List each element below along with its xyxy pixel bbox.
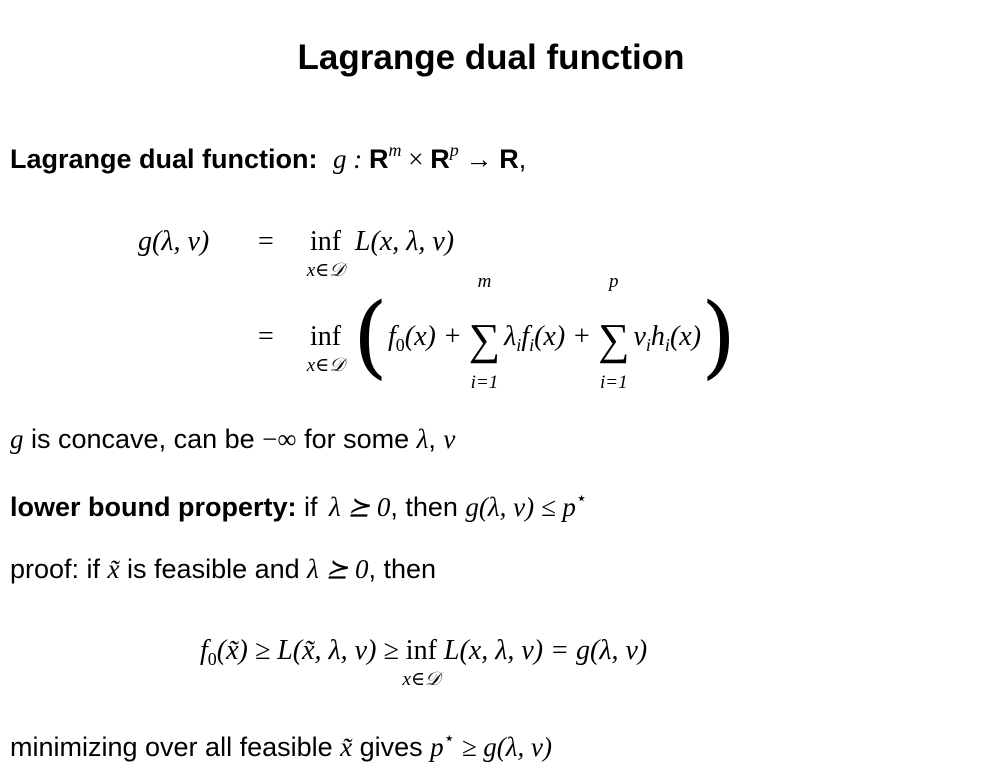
f0-subscript: 0 [395,335,405,355]
inf-text: inf [310,226,342,257]
lagrangian: L(x, λ, ν) [354,226,455,257]
h-subscript: i [664,335,670,355]
x-tilde: x̃ [107,554,120,584]
lambda-condition: λ ⪰ 0 [307,554,369,584]
sum-2-top: p [609,271,619,292]
neg-infinity: −∞ [262,424,297,454]
equation-rhs-2 [306,271,737,393]
lower-bound-label: lower bound property: [10,492,297,522]
lambda-i: λ [504,321,517,352]
concave-text-2: for some [296,424,417,454]
inf-operator [402,635,441,690]
conclusion-inequality: ≥ g(λ, ν) [454,732,552,762]
x-tilde: x̃ [340,732,353,762]
sum-1-top: m [477,271,492,292]
sigma-symbol: ∑ [598,315,630,364]
sum-1-bottom: i=1 [470,372,499,393]
lambda-condition: λ ⪰ 0 [329,492,391,522]
concave-text-1: is concave, can be [23,424,263,454]
f-i-arg: (x) + [534,321,599,352]
definition-line [10,140,526,175]
domain-r2: R [430,144,450,174]
proof-line [10,554,436,585]
proof-text-1: proof: if [10,554,108,584]
h-i: h [650,321,665,352]
equals-sign: = [258,321,274,352]
equation-lhs: g(λ, ν) [138,226,210,257]
conclusion-text-2: gives [352,732,431,762]
p-star: p [430,732,444,762]
f-subscript: i [529,335,535,355]
codomain: R [499,144,519,174]
equation-row-1 [138,225,209,258]
close-paren: ) [701,284,737,389]
nu-symbol: ν [443,424,456,454]
domain-exp-p: p [449,140,459,160]
star-symbol: ⋆ [575,488,588,508]
f0-arg: (x) + [404,321,469,352]
proof-text-3: , then [368,554,437,584]
g-symbol: g [10,424,24,454]
domain-r1: R [369,144,389,174]
inf-subscript: x∈𝒟 [306,260,345,281]
open-paren: ( [352,284,389,389]
conclusion-line [10,728,552,763]
f0-subscript: 0 [207,649,217,669]
lambda-subscript: i [516,335,522,355]
inf-subscript: x∈𝒟 [402,669,441,690]
definition-label: Lagrange dual function: [10,144,318,174]
h-i-arg: (x) [669,321,702,352]
sum-2 [598,271,630,393]
equals-sign: = [258,226,274,257]
equation-eq-1 [258,225,274,258]
times-symbol: × [401,144,431,174]
nu-i: ν [633,321,646,352]
f0: f [200,635,208,666]
equation-eq-2 [258,320,274,353]
inf-operator [306,321,345,376]
lower-bound-text-2: , then [390,492,466,522]
proof-eq-part-1: (x̃) ≥ L(x̃, λ, ν) ≥ [216,635,406,666]
lower-bound-line [10,488,587,523]
inf-subscript: x∈𝒟 [306,355,345,376]
lambda-symbol: λ [416,424,429,454]
definition-comma: , [518,144,527,174]
f0: f [388,321,396,352]
star-symbol: ⋆ [443,728,455,748]
sum-2-bottom: i=1 [599,372,628,393]
sigma-symbol: ∑ [468,315,501,364]
equation-rhs-1 [306,225,455,281]
f-i: f [521,321,530,352]
inf-text: inf [405,635,437,666]
definition-signature: g : [333,144,370,174]
comma: , [428,424,444,454]
proof-text-2: is feasible and [119,554,308,584]
inf-operator [306,226,345,281]
arrow-symbol: → [458,144,500,174]
proof-eq-part-2: L(x, λ, ν) = g(λ, ν) [436,635,648,666]
domain-exp-m: m [388,140,402,160]
sum-1 [468,271,501,393]
conclusion-text-1: minimizing over all feasible [10,732,341,762]
slide-title: Lagrange dual function [297,38,685,77]
inf-text: inf [310,321,342,352]
nu-subscript: i [645,335,651,355]
lower-bound-inequality: g(λ, ν) ≤ p [465,492,576,522]
proof-equation [200,634,648,690]
concave-line [10,424,455,455]
lower-bound-text-1: if [296,492,326,522]
